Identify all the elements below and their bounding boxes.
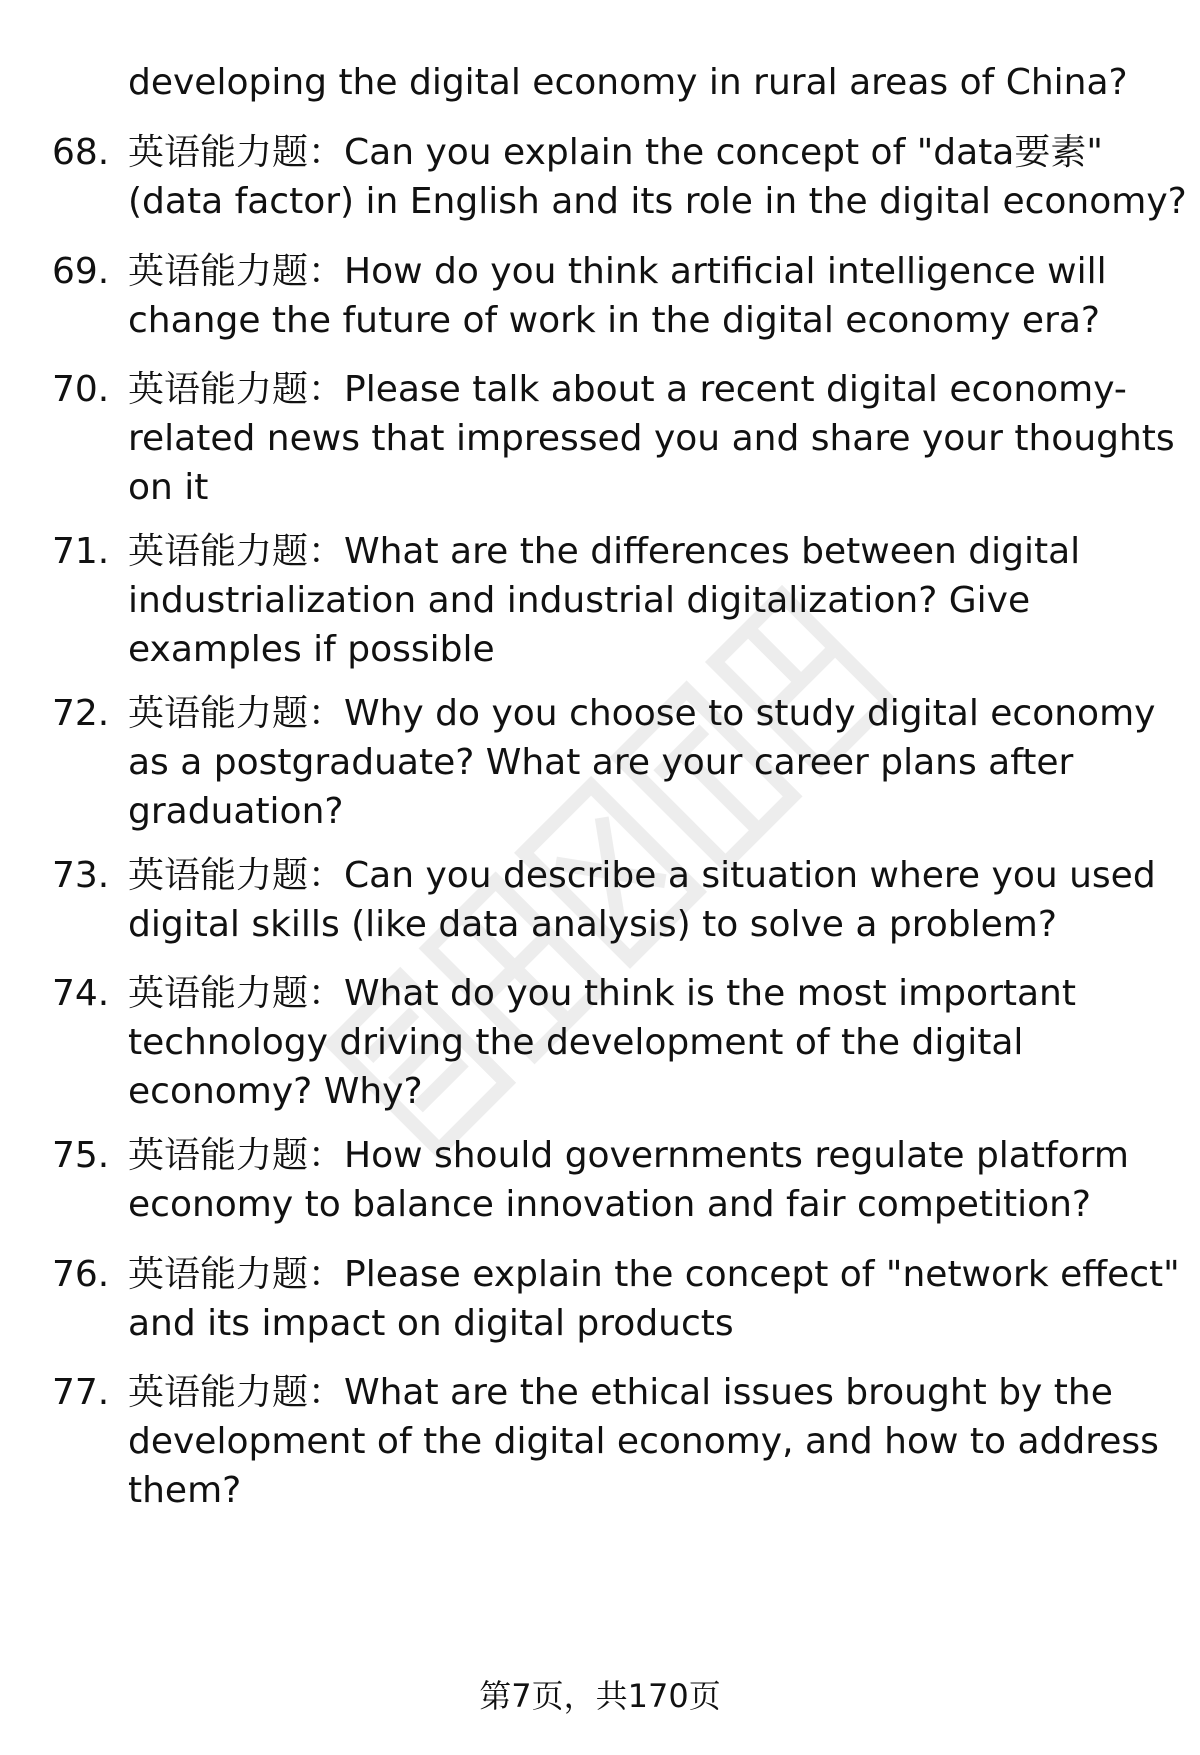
question-text-line: industrialization and industrial digitalization? Give bbox=[128, 580, 1031, 621]
question-text-line: 英语能力题：Please explain the concept of "network effect" bbox=[128, 1254, 1180, 1295]
question-number: 74. bbox=[52, 973, 110, 1014]
question-item-74 bbox=[0, 969, 1200, 1116]
question-text-line: 英语能力题：Can you explain the concept of "data要素" bbox=[128, 132, 1103, 173]
question-text-line: economy? Why? bbox=[128, 1071, 423, 1112]
question-text-line: 英语能力题：What do you think is the most important bbox=[128, 973, 1076, 1014]
question-text-line: 英语能力题：How do you think artificial intelligence will bbox=[128, 251, 1107, 292]
question-text-line: graduation? bbox=[128, 791, 344, 832]
question-text-line: 英语能力题：What are the ethical issues brought by the bbox=[128, 1372, 1113, 1413]
question-text-line: 英语能力题：How should governments regulate platform bbox=[128, 1135, 1129, 1176]
page-number-footer: 第7页，共170页 bbox=[479, 1677, 721, 1715]
question-text-line: (data factor) in English and its role in the digital economy? bbox=[128, 181, 1187, 222]
question-text-line: as a postgraduate? What are your career plans after bbox=[128, 742, 1074, 783]
question-item-75 bbox=[0, 1131, 1200, 1229]
question-text-line: 英语能力题：What are the differences between digital bbox=[128, 531, 1081, 572]
question-text-line: development of the digital economy, and how to address bbox=[128, 1421, 1159, 1462]
question-text-line: and its impact on digital products bbox=[128, 1303, 734, 1344]
question-item-70 bbox=[0, 365, 1200, 512]
question-number: 72. bbox=[52, 693, 110, 734]
question-text-line: on it bbox=[128, 467, 209, 508]
question-item-68 bbox=[0, 128, 1200, 226]
question-number: 77. bbox=[52, 1372, 110, 1413]
question-text-line: them? bbox=[128, 1470, 242, 1511]
question-item-72 bbox=[0, 689, 1200, 836]
question-item-71 bbox=[0, 527, 1200, 674]
question-text-line: economy to balance innovation and fair competition? bbox=[128, 1184, 1092, 1225]
question-number: 71. bbox=[52, 531, 110, 572]
question-item-73 bbox=[0, 851, 1200, 949]
question-text-line: technology driving the development of the digital bbox=[128, 1022, 1024, 1063]
continued-question-text: developing the digital economy in rural areas of China? bbox=[128, 62, 1128, 103]
question-number: 70. bbox=[52, 369, 110, 410]
question-text-line: 英语能力题：Please talk about a recent digital economy- bbox=[128, 369, 1127, 410]
question-number: 69. bbox=[52, 251, 110, 292]
question-text-line: 英语能力题：Why do you choose to study digital economy bbox=[128, 693, 1156, 734]
question-item-69 bbox=[0, 247, 1200, 345]
question-text-line: digital skills (like data analysis) to solve a problem? bbox=[128, 904, 1057, 945]
question-text-line: examples if possible bbox=[128, 629, 495, 670]
question-number: 75. bbox=[52, 1135, 110, 1176]
question-item-77 bbox=[0, 1368, 1200, 1515]
question-item-76 bbox=[0, 1250, 1200, 1348]
question-text-line: 英语能力题：Can you describe a situation where you used bbox=[128, 855, 1156, 896]
question-text-line: change the future of work in the digital economy era? bbox=[128, 300, 1101, 341]
question-text-line: related news that impressed you and share your thoughts bbox=[128, 418, 1175, 459]
question-number: 68. bbox=[52, 132, 110, 173]
question-number: 73. bbox=[52, 855, 110, 896]
question-number: 76. bbox=[52, 1254, 110, 1295]
